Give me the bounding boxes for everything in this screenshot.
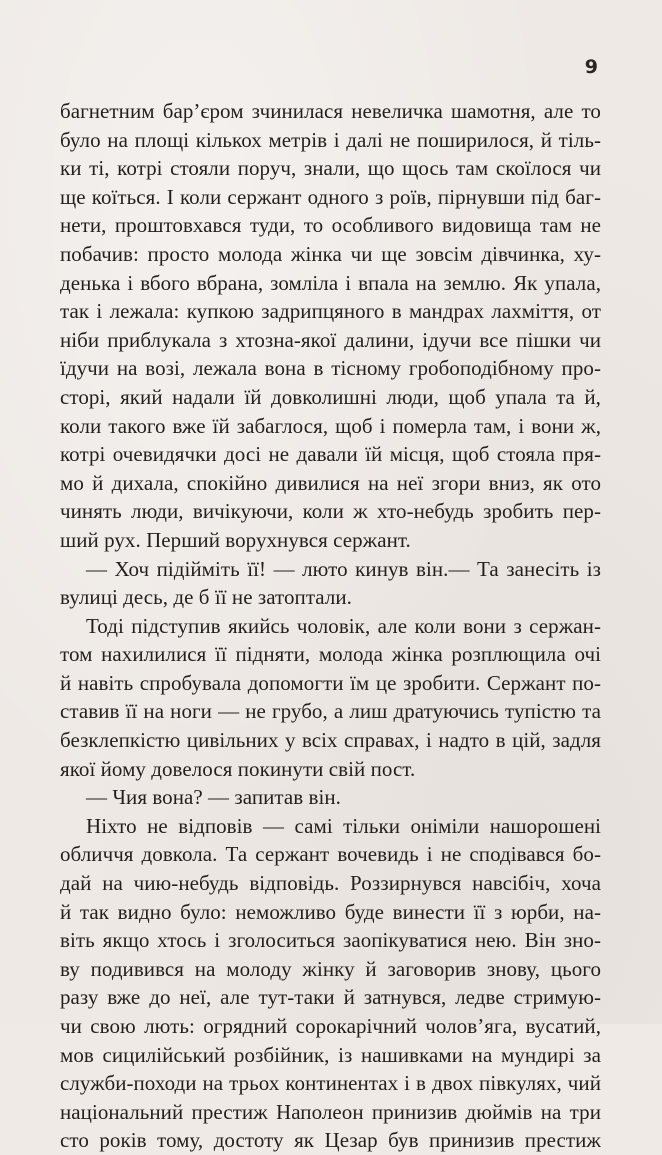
text-line: було на площі кількох метрів і далі не поширилося, й тіль- — [60, 127, 601, 152]
text-line: денька і вбого вбрана, зомліла і впала на землю. Як упала, — [60, 270, 601, 295]
text-line: побачив: просто молода жінка чи ще зовсім дівчинка, ху- — [60, 241, 601, 266]
text-line: ще коїться. І коли сержант одного з роїв, пірнувши під баг- — [60, 184, 601, 209]
body-text — [60, 97, 601, 1155]
text-line: чинять люди, вичікуючи, коли ж хто-небудь зробить пер- — [60, 499, 601, 524]
text-line: котрі очевидячки досі не давали їй місця, щоб стояла пря- — [60, 442, 601, 467]
text-line: служби-походи на трьох континентах і в двох півкулях, чий — [60, 1071, 601, 1096]
text-line: Тоді підступив якийсь чоловік, але коли вони з сержан- — [86, 613, 601, 638]
text-line: нети, проштовхався туди, то особливого видовища там не — [60, 213, 601, 238]
text-line: ший рух. Перший ворухнувся сержант. — [60, 527, 411, 552]
text-line: якої йому довелося покинути свій пост. — [60, 756, 416, 781]
text-line: том нахилилися її підняти, молода жінка розплющила очі — [60, 642, 601, 667]
text-line: дай на чию-небудь відповідь. Роззирнувся навсібіч, хоча — [60, 871, 601, 896]
text-line: їдучи на возі, лежала вона в тісному гробоподібному про- — [60, 356, 601, 381]
text-line: національний престиж Наполеон принизив дюймів на три — [60, 1099, 601, 1124]
text-line: сто років тому, достоту як Цезар був принизив престиж — [60, 1128, 601, 1153]
text-line: сторі, який надали їй довколишні люди, щоб упала та й, — [60, 384, 601, 409]
text-line: мов сицилійський розбійник, із нашивками на мундирі за — [60, 1042, 601, 1067]
text-line: так і лежала: купкою задрипцяного в мандрах лахміття, от — [60, 299, 601, 324]
text-line: Ніхто не відповів — самі тільки оніміли нашорошені — [86, 813, 601, 838]
text-line: вулиці десь, де б її не затоптали. — [60, 585, 352, 610]
text-line: віть якщо хтось і зголоситься заопікуватися нею. Він зно- — [60, 928, 601, 953]
text-line: обличчя довкола. Та сержант вочевидь і не сподівався бо- — [60, 842, 601, 867]
text-line: ки ті, котрі стояли поруч, знали, що щось там скоїлося чи — [60, 156, 601, 181]
text-line: чи свою лють: огрядний сорокарічний чолов’яга, вусатий, — [60, 1014, 601, 1038]
text-line: багнетним бар’єром зчинилася невеличка шамотня, але то — [60, 99, 601, 123]
text-line: — Чия вона? — запитав він. — [86, 785, 341, 810]
text-line: мо й дихала, спокійно дивилися на неї згори вниз, як ото — [60, 470, 601, 495]
text-line: — Хоч підійміть її! — люто кинув він.— Та занесіть із — [86, 556, 601, 581]
text-line: безклепкістю цивільних у всіх справах, і надто в цій, задля — [60, 728, 601, 753]
text-line: ву подивився на молоду жінку й заговорив знову, цього — [60, 956, 601, 981]
text-line: й навіть спробувала допомогти їм це зробити. Сержант по- — [60, 670, 601, 695]
text-line: разу вже до неї, але тут-таки й затнувся, ледве стримую- — [60, 985, 601, 1010]
text-line: ніби приблукала з хтозна-якої далини, ідучи все пішки чи — [60, 327, 601, 352]
text-line: й так видно було: неможливо буде винести її з юрби, на- — [60, 899, 601, 924]
text-line: коли такого вже їй забаглося, щоб і померла там, і вони ж, — [60, 413, 601, 438]
text-line: ставив її на ноги — не грубо, а лиш дратуючись тупістю та — [60, 699, 601, 724]
page-number: 9 — [584, 56, 598, 78]
